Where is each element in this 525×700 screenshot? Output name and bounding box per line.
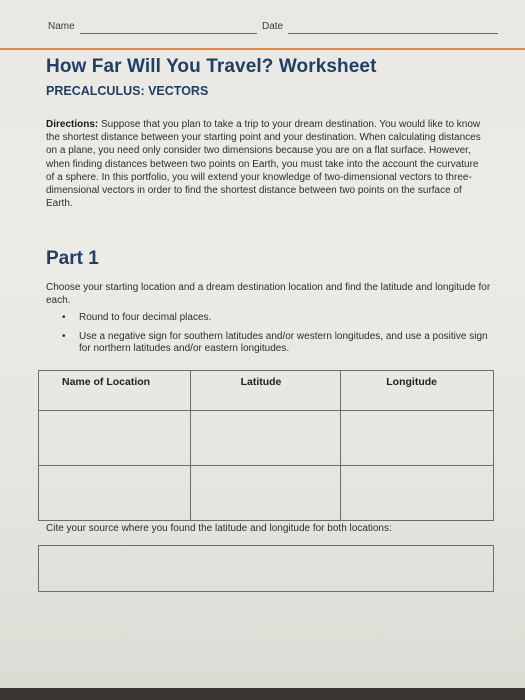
page-subtitle: PRECALCULUS: VECTORS bbox=[46, 84, 209, 98]
date-label: Date bbox=[262, 21, 284, 32]
part-1-heading: Part 1 bbox=[46, 248, 99, 269]
name-field[interactable] bbox=[80, 33, 257, 34]
longitude-cell[interactable] bbox=[341, 411, 494, 466]
directions-paragraph bbox=[46, 118, 486, 210]
date-field[interactable] bbox=[288, 33, 498, 34]
table-row bbox=[39, 411, 494, 466]
column-header-location: Name of Location bbox=[39, 371, 191, 411]
location-name-cell[interactable] bbox=[39, 411, 191, 466]
column-header-longitude: Longitude bbox=[341, 371, 494, 411]
list-item: • Use a negative sign for southern latitudes and/or western longitudes, and use a positive sign for northern latitudes and/or eastern longitudes. bbox=[62, 331, 492, 356]
table-header-row bbox=[39, 371, 494, 411]
table-row bbox=[39, 466, 494, 521]
latitude-cell[interactable] bbox=[190, 411, 341, 466]
instructions-list bbox=[62, 312, 492, 362]
header-fields bbox=[0, 18, 525, 40]
page-title: How Far Will You Travel? Worksheet bbox=[46, 56, 377, 77]
title-divider bbox=[0, 48, 525, 50]
location-table bbox=[38, 370, 494, 521]
cite-source-prompt: Cite your source where you found the latitude and longitude for both locations: bbox=[46, 523, 392, 534]
name-label: Name bbox=[48, 21, 75, 32]
directions-text: Suppose that you plan to take a trip to your dream destination. You would like to know the shortest distance between your starting point and your destination. When calculating distances on a plane, you need only consider two dimensions because you are on a flat surface. However, when finding distances between two points on Earth, you must take into the account the curvature of a sphere. In this portfolio, you will extend your knowledge of two-dimensional vectors to three-dimensional vectors in order to find the shortest distance between two points on the surface of Earth. bbox=[46, 119, 481, 210]
source-answer-box[interactable] bbox=[38, 545, 494, 592]
part-1-intro: Choose your starting location and a dream destination location and find the latitude and longitude for each. bbox=[46, 282, 491, 306]
location-name-cell[interactable] bbox=[39, 466, 191, 521]
latitude-cell[interactable] bbox=[190, 466, 341, 521]
column-header-latitude: Latitude bbox=[190, 371, 341, 411]
directions-label: Directions: bbox=[46, 119, 99, 130]
list-item: • Round to four decimal places. bbox=[62, 312, 492, 325]
longitude-cell[interactable] bbox=[341, 466, 494, 521]
